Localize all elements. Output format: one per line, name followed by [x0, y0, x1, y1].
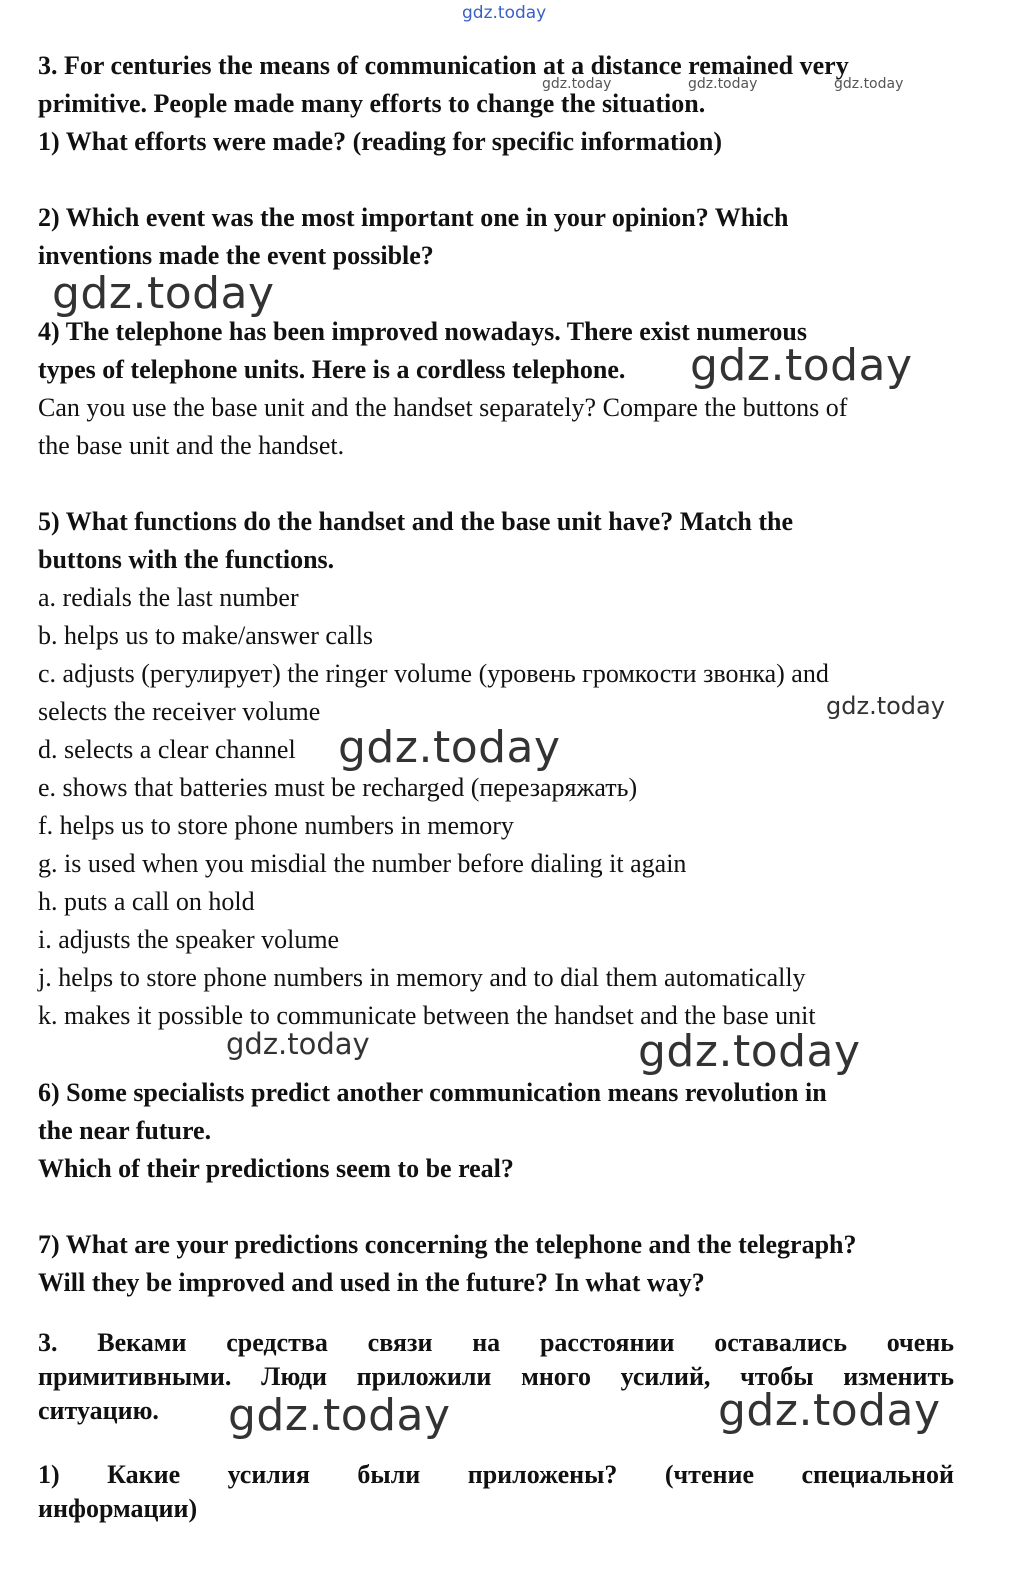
- question-6-line3: Which of their predictions seem to be real?: [38, 1154, 514, 1183]
- ru-task3-line1: 3. Веками средства связи на расстоянии оставались очень: [38, 1328, 954, 1357]
- question-7-line2: Will they be improved and used in the future? In what way?: [38, 1268, 705, 1297]
- question-4-line2: types of telephone units. Here is a cordless telephone.: [38, 355, 626, 384]
- watermark-small-1: gdz.today: [542, 76, 612, 92]
- function-c-line1: c. adjusts (регулирует) the ringer volume (уровень громкости звонка) and: [38, 659, 829, 688]
- function-h: h. puts a call on hold: [38, 887, 255, 916]
- question-1: 1) What efforts were made? (reading for specific information): [38, 127, 723, 156]
- ru-task3-line2: примитивными. Люди приложили много усилий, чтобы изменить: [38, 1362, 954, 1391]
- function-c-line2: selects the receiver volume: [38, 697, 321, 726]
- ru-task3-line3: ситуацию.: [38, 1396, 159, 1425]
- watermark-large-1: gdz.today: [52, 268, 275, 319]
- watermark-medium-2: gdz.today: [226, 1027, 370, 1061]
- task3-title-line2: primitive. People made many efforts to change the situation.: [38, 89, 706, 118]
- watermark-large-3: gdz.today: [338, 722, 561, 773]
- question-6-line1: 6) Some specialists predict another communication means revolution in: [38, 1078, 827, 1107]
- watermark-top: gdz.today: [462, 3, 547, 23]
- function-a: a. redials the last number: [38, 583, 299, 612]
- function-e: e. shows that batteries must be recharged (перезаряжать): [38, 773, 638, 802]
- watermark-small-3: gdz.today: [834, 76, 904, 92]
- question-5-line1: 5) What functions do the handset and the base unit have? Match the: [38, 507, 794, 536]
- question-4-text-line1: Can you use the base unit and the handset separately? Compare the buttons of: [38, 393, 848, 422]
- question-2-line2: inventions made the event possible?: [38, 241, 434, 270]
- watermark-medium-1: gdz.today: [826, 692, 945, 720]
- ru-question-1-line2: информации): [38, 1494, 198, 1523]
- question-4-line1: 4) The telephone has been improved nowadays. There exist numerous: [38, 317, 808, 346]
- function-b: b. helps us to make/answer calls: [38, 621, 374, 650]
- function-i: i. adjusts the speaker volume: [38, 925, 340, 954]
- watermark-small-2: gdz.today: [688, 76, 758, 92]
- question-5-line2: buttons with the functions.: [38, 545, 335, 574]
- function-d: d. selects a clear channel: [38, 735, 296, 764]
- question-7-line1: 7) What are your predictions concerning the telephone and the telegraph?: [38, 1230, 857, 1259]
- watermark-large-2: gdz.today: [690, 340, 913, 391]
- function-j: j. helps to store phone numbers in memory and to dial them automatically: [38, 963, 806, 992]
- ru-question-1-line1: 1) Какие усилия были приложены? (чтение специальной: [38, 1460, 954, 1489]
- question-4-text-line2: the base unit and the handset.: [38, 431, 345, 460]
- function-f: f. helps us to store phone numbers in memory: [38, 811, 514, 840]
- watermark-large-4: gdz.today: [638, 1026, 861, 1077]
- question-6-line2: the near future.: [38, 1116, 212, 1145]
- function-g: g. is used when you misdial the number before dialing it again: [38, 849, 687, 878]
- task3-title-line1: 3. For centuries the means of communication at a distance remained very: [38, 51, 849, 80]
- watermark-large-6: gdz.today: [718, 1385, 941, 1436]
- function-k: k. makes it possible to communicate between the handset and the base unit: [38, 1001, 816, 1030]
- watermark-large-5: gdz.today: [228, 1390, 451, 1441]
- question-2-line1: 2) Which event was the most important one in your opinion? Which: [38, 203, 789, 232]
